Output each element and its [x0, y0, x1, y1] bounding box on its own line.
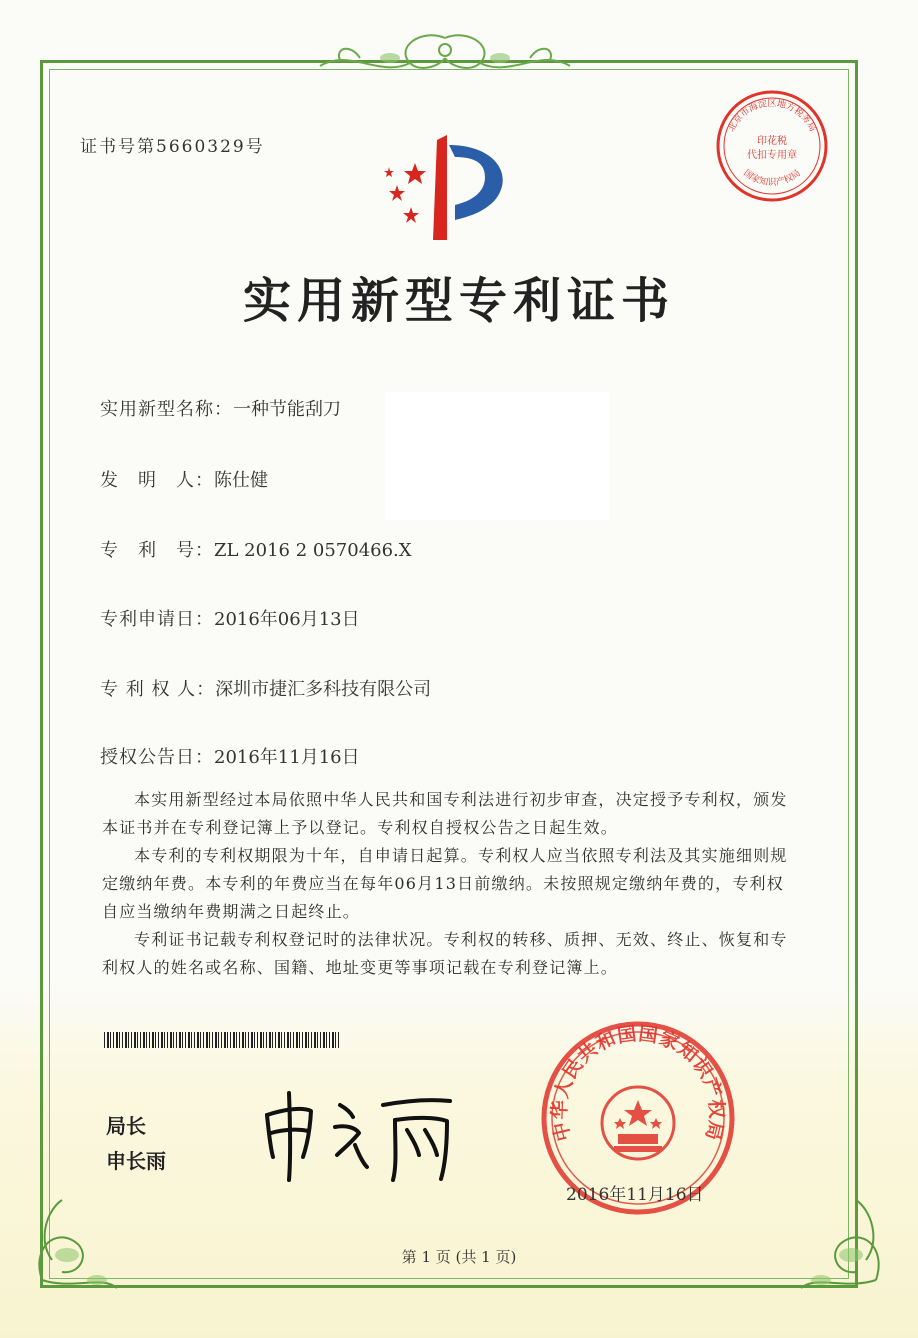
- field-grant-date: [100, 743, 360, 769]
- field-application-date: [100, 605, 360, 631]
- certificate-number: 证书号第5660329号: [80, 137, 265, 157]
- field-label: 专 利 号：: [100, 540, 214, 561]
- field-label: 专利申请日：: [100, 609, 214, 630]
- field-label: 实用新型名称：: [100, 399, 233, 420]
- body-paragraph: 专利证书记载专利权登记时的法律状况。专利权的转移、质押、无效、终止、恢复和专利权人的姓名或名称、国籍、地址变更等事项记载在专利登记簿上。: [102, 930, 788, 977]
- field-value: 2016年11月16日: [214, 747, 360, 768]
- field-patent-number: [100, 536, 412, 562]
- certificate-body: [102, 786, 797, 982]
- field-inventor: [100, 466, 268, 492]
- tax-stamp-line2: 代扣专用章: [747, 150, 797, 161]
- field-value: 陈仕健: [214, 470, 268, 491]
- issue-date: 2016年11月16日: [566, 1185, 704, 1205]
- field-value: 一种节能刮刀: [233, 399, 341, 420]
- top-ornament-icon: [300, 28, 590, 90]
- tax-stamp-line1: 印花税: [757, 136, 787, 147]
- body-paragraph: 本实用新型经过本局依照中华人民共和国专利法进行初步审查，决定授予专利权，颁发本证书并在专利登记簿上予以登记。专利权自授权公告之日起生效。: [102, 790, 788, 837]
- field-utility-model-name: [100, 395, 341, 421]
- seal-text: 中华人民共和国国家知识产权局: [548, 1022, 728, 1144]
- tax-stamp-icon: [712, 86, 832, 206]
- director-signature-icon: [255, 1075, 470, 1185]
- field-label: 授权公告日：: [100, 747, 214, 768]
- tax-stamp-bottom-text: 国家知识产权局: [741, 168, 803, 189]
- field-value: ZL 2016 2 0570466.X: [214, 540, 412, 561]
- corner-ornament-left-icon: [22, 1180, 142, 1300]
- body-paragraph: 本专利的专利权期限为十年，自申请日起算。专利权人应当依照专利法及其实施细则规定缴纳年费。本专利的年费应当在每年06月13日前缴纳。未按照规定缴纳年费的，专利权自应当缴纳年费期满之日起终止。: [102, 846, 788, 921]
- patent-office-logo-icon: [375, 125, 525, 245]
- director-title: 局长: [106, 1114, 146, 1138]
- redacted-area: [385, 392, 610, 520]
- field-label: 发 明 人：: [100, 470, 214, 491]
- field-value: 深圳市捷汇多科技有限公司: [215, 679, 432, 700]
- svg-text:国家知识产权局: [741, 168, 802, 189]
- page-number: 第 1 页 (共 1 页): [401, 1248, 517, 1266]
- field-label: 专 利 权 人：: [100, 679, 216, 700]
- corner-ornament-right-icon: [776, 1180, 896, 1300]
- tax-stamp-ring-text: 北京市海淀区地方税务局: [726, 99, 818, 134]
- field-value: 2016年06月13日: [214, 609, 360, 630]
- director-name: 申长雨: [106, 1149, 166, 1173]
- field-patentee: [100, 675, 431, 701]
- barcode: [104, 1032, 340, 1048]
- certificate-title: 实用新型专利证书: [242, 273, 675, 329]
- svg-text:中华人民共和国国家知识产权局: [548, 1023, 729, 1144]
